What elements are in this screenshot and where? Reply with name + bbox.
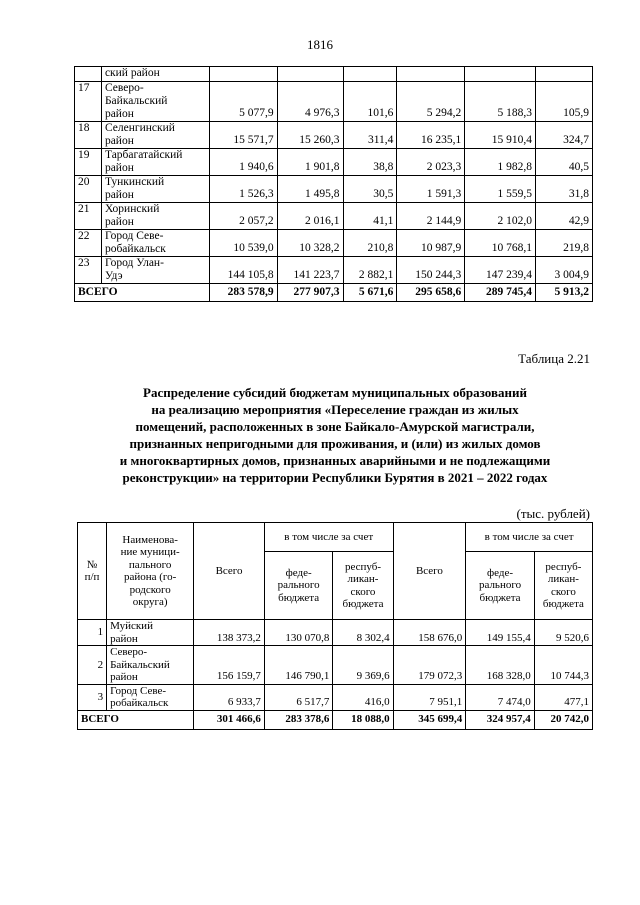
row-name: Тарбагатайский район [101,149,209,176]
header-federal-2021: феде- рального бюджета [264,552,333,620]
total-label: ВСЕГО [78,710,194,729]
row-number: 3 [78,684,107,710]
header-federal-2022: феде- рального бюджета [466,552,535,620]
row-number: 18 [75,122,102,149]
row-value: 10 328,2 [277,230,343,257]
row-number: 19 [75,149,102,176]
table-row [75,122,593,149]
row-number: 1 [78,620,107,646]
row-value: 15 260,3 [277,122,343,149]
row-value: 5 077,9 [209,82,277,122]
header-num: № п/п [78,523,107,620]
row-name: Город Улан- Удэ [101,257,209,284]
table-title: Распределение субсидий бюджетам муниципальных образований на реализацию мероприятия «Переселение граждан из жилых помещений, расположенных в зоне Байкало-Амурской магистрали, признанных непригодными для проживания, и (или) из жилых домов и многоквартирных домов, признанных аварийными и не подлежащими реконструкции» на территории Республики Бурятия в 2021 – 2022 годах [119,385,551,485]
row-value: 1 901,8 [277,149,343,176]
row-value: 31,8 [536,176,593,203]
total-value: 295 658,6 [397,284,465,302]
row-value: 210,8 [343,230,397,257]
row-value: 144 105,8 [209,257,277,284]
row-value: 10 539,0 [209,230,277,257]
row-value: 105,9 [536,82,593,122]
row-value: 2 023,3 [397,149,465,176]
row-value: 41,1 [343,203,397,230]
row-name: Город Севе- робайкальск [107,684,194,710]
total-value: 5 671,6 [343,284,397,302]
row-name: Муйский район [107,620,194,646]
row-value: 219,8 [536,230,593,257]
row-value: 149 155,4 [466,620,535,646]
total-value: 5 913,2 [536,284,593,302]
row-value: 477,1 [534,684,592,710]
row-value: 2 057,2 [209,203,277,230]
row-value: 1 526,3 [209,176,277,203]
total-value: 301 466,6 [194,710,265,729]
row-value: 4 976,3 [277,82,343,122]
row-value: 2 102,0 [465,203,536,230]
table-row [75,82,593,122]
row-value: 150 244,3 [397,257,465,284]
row-value: 9 369,6 [333,646,393,685]
row-name: Тункинский район [101,176,209,203]
row-value: 130 070,8 [264,620,333,646]
row-name: Хоринский район [101,203,209,230]
row-value [397,67,465,82]
row-value: 1 940,6 [209,149,277,176]
row-value: 38,8 [343,149,397,176]
total-value: 289 745,4 [465,284,536,302]
row-value: 7 474,0 [466,684,535,710]
row-name: Город Севе- робайкальск [101,230,209,257]
header-total-2021: Всего [194,523,265,620]
total-value: 283 578,9 [209,284,277,302]
row-value: 168 328,0 [466,646,535,685]
row-name: ский район [101,67,209,82]
row-value [536,67,593,82]
total-label: ВСЕГО [75,284,210,302]
row-number: 21 [75,203,102,230]
row-value: 10 987,9 [397,230,465,257]
row-value: 156 159,7 [194,646,265,685]
table-row [75,149,593,176]
row-value: 158 676,0 [393,620,466,646]
row-value: 2 016,1 [277,203,343,230]
row-value: 2 144,9 [397,203,465,230]
row-value: 7 951,1 [393,684,466,710]
row-value: 6 517,7 [264,684,333,710]
subsidy-table-continued [74,66,593,302]
row-value: 9 520,6 [534,620,592,646]
row-name: Северо- Байкальский район [107,646,194,685]
header-republic-2021: респуб- ликан- ского бюджета [333,552,393,620]
total-row [75,284,593,302]
row-value: 2 882,1 [343,257,397,284]
row-value [465,67,536,82]
table-row [75,230,593,257]
row-value: 1 982,8 [465,149,536,176]
header-republic-2022: респуб- ликан- ского бюджета [534,552,592,620]
row-value: 8 302,4 [333,620,393,646]
row-value: 10 744,3 [534,646,592,685]
total-value: 283 378,6 [264,710,333,729]
row-value: 30,5 [343,176,397,203]
header-including-2021: в том числе за счет [264,523,393,552]
row-value: 179 072,3 [393,646,466,685]
row-value: 146 790,1 [264,646,333,685]
row-value: 5 188,3 [465,82,536,122]
row-value: 1 495,8 [277,176,343,203]
table-row [78,646,593,685]
row-value: 1 591,3 [397,176,465,203]
row-value: 101,6 [343,82,397,122]
table-number: Таблица 2.21 [518,351,590,366]
units-label: (тыс. рублей) [516,506,590,521]
header-name: Наименова- ние муници- пального района (го- родского округа) [107,523,194,620]
total-value: 345 699,4 [393,710,466,729]
row-value: 324,7 [536,122,593,149]
row-number: 23 [75,257,102,284]
page-number: 1816 [307,37,333,52]
row-value: 16 235,1 [397,122,465,149]
row-value: 10 768,1 [465,230,536,257]
table-row [75,257,593,284]
table-row [78,620,593,646]
row-value: 141 223,7 [277,257,343,284]
table-row [75,203,593,230]
row-value [209,67,277,82]
row-name: Северо- Байкальский район [101,82,209,122]
row-value: 40,5 [536,149,593,176]
row-number: 17 [75,82,102,122]
row-value: 42,9 [536,203,593,230]
row-value [343,67,397,82]
row-value: 138 373,2 [194,620,265,646]
row-value: 147 239,4 [465,257,536,284]
row-value: 1 559,5 [465,176,536,203]
total-row [78,710,593,729]
total-value: 20 742,0 [534,710,592,729]
row-name: Селенгинский район [101,122,209,149]
table-row [75,176,593,203]
row-value: 3 004,9 [536,257,593,284]
row-value: 311,4 [343,122,397,149]
row-value [277,67,343,82]
total-value: 324 957,4 [466,710,535,729]
header-total-2022: Всего [393,523,466,620]
row-number [75,67,102,82]
row-value: 15 571,7 [209,122,277,149]
row-value: 5 294,2 [397,82,465,122]
row-value: 416,0 [333,684,393,710]
row-number: 20 [75,176,102,203]
total-value: 277 907,3 [277,284,343,302]
table-row [75,67,593,82]
row-value: 6 933,7 [194,684,265,710]
row-number: 22 [75,230,102,257]
row-value: 15 910,4 [465,122,536,149]
table-row [78,684,593,710]
subsidy-table [77,522,593,730]
total-value: 18 088,0 [333,710,393,729]
row-number: 2 [78,646,107,685]
header-including-2022: в том числе за счет [466,523,593,552]
